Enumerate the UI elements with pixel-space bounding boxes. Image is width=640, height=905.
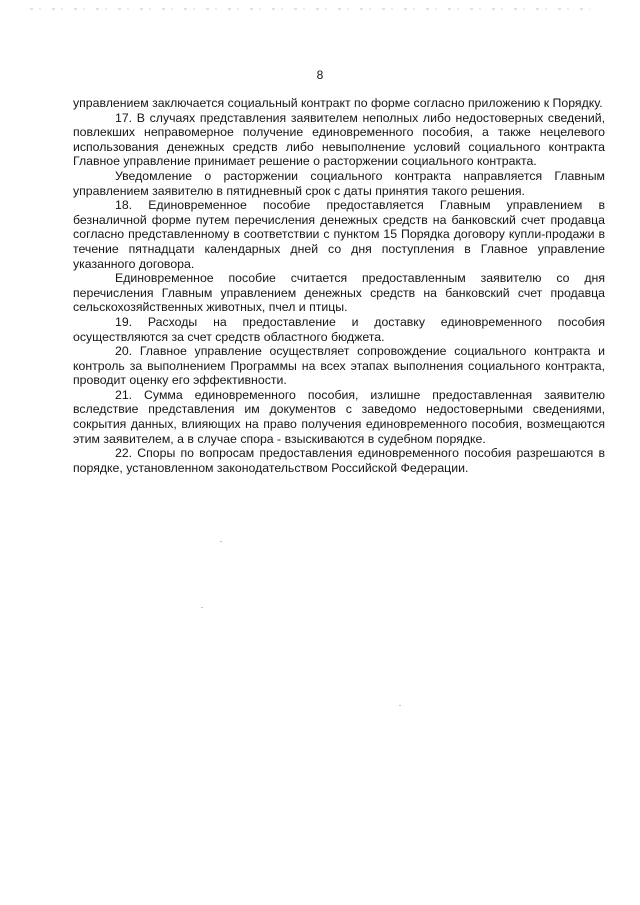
paragraph-item-19: 19. Расходы на предоставление и доставку единовременного пособия осуществляются за счет средств областного бюджета. — [73, 314, 605, 344]
document-body — [73, 96, 605, 475]
scan-artifact-line — [30, 8, 590, 10]
paragraph-item-22: 22. Споры по вопросам предоставления единовременного пособия разрешаются в порядке, установленном законодательством Российской Федерации. — [73, 446, 605, 475]
scan-speck — [201, 607, 203, 608]
paragraph-item-18: 18. Единовременное пособие предоставляется Главным управлением в безналичной форме путем перечисления денежных средств на банковский счет продавца согласно представленному в соответствии с пунктом 15 Порядка договору купли-продажи в течение пятнадцати календарных дней со дня поступления в Главное управление указанного договора. — [73, 198, 605, 271]
paragraph-continuation: управлением заключается социальный контракт по форме согласно приложению к Порядку. — [73, 96, 603, 110]
paragraph-item-21: 21. Сумма единовременного пособия, излишне предоставленная заявителю вследствие представления им документов с заведомо недостоверными сведениями, сокрытия данных, влияющих на право получения единовременного пособия, возмещаются этим заявителем, а в случае спора - взыскиваются в судебном порядке. — [73, 387, 605, 446]
paragraph-payment-date: Единовременное пособие считается предоставленным заявителю со дня перечисления Главным управлением денежных средств на банковский счет продавца сельскохозяйственных животных, пчел и птицы. — [73, 271, 605, 315]
page-number: 8 — [316, 68, 324, 82]
paragraph-termination-notice: Уведомление о расторжении социального контракта направляется Главным управлением заявителю в пятидневный срок с даты принятия такого решения. — [73, 168, 605, 198]
scan-speck — [399, 705, 401, 706]
paragraph-item-17: 17. В случаях представления заявителем неполных либо недостоверных сведений, повлекших неправомерное получение единовременного пособия, а также нецелевого использования денежных средств либо невыполнение условий социального контракта Главное управление принимает решение о расторжении социального контракта. — [73, 110, 605, 169]
paragraph-item-20: 20. Главное управление осуществляет сопровождение социального контракта и контроль за выполнением Программы на всех этапах выполнения социального контракта, проводит оценку его эффективности. — [73, 344, 605, 388]
scan-speck — [220, 541, 222, 542]
